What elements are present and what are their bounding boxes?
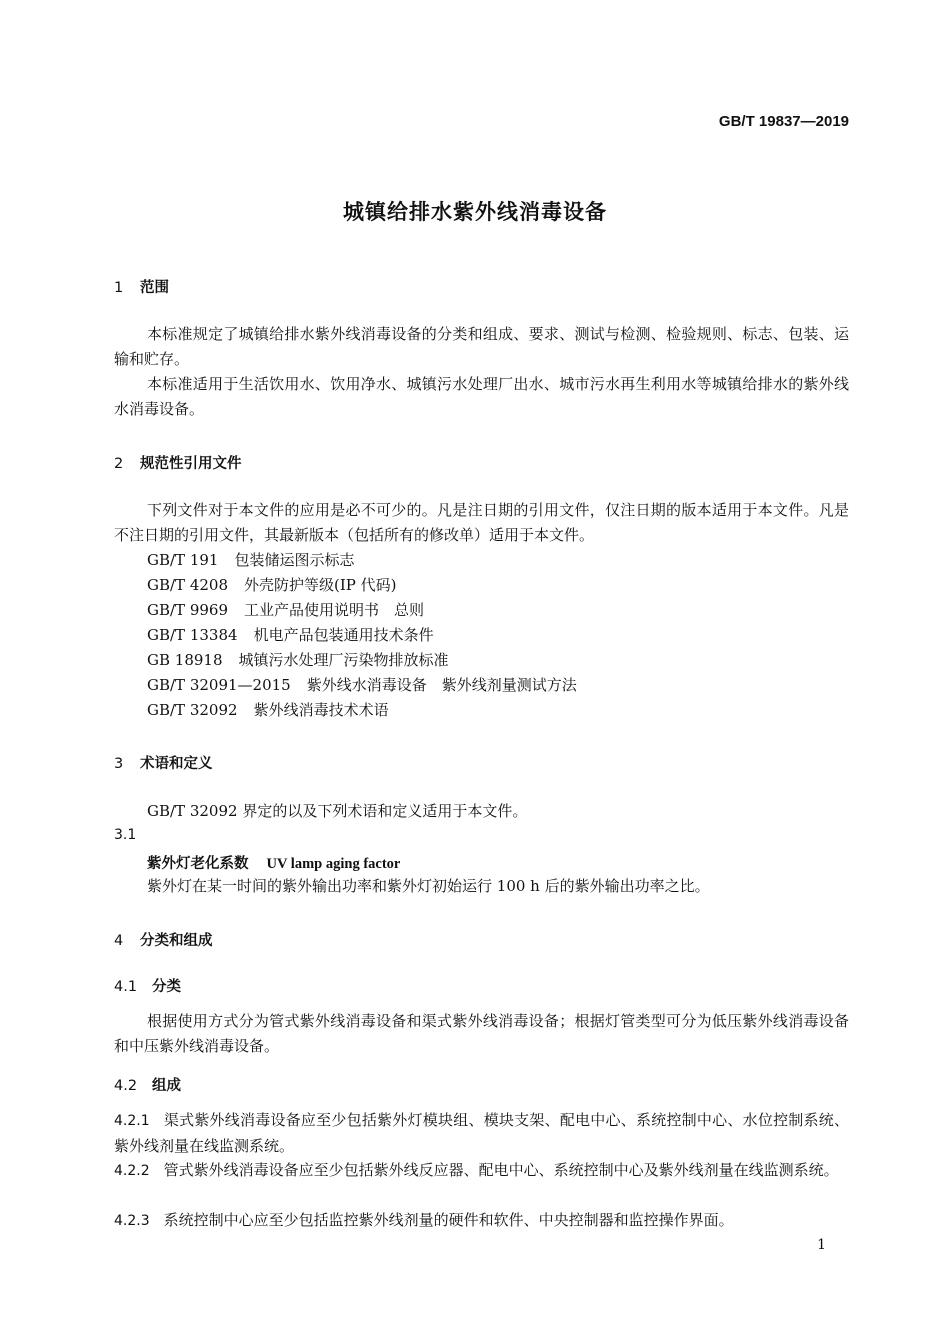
section-number: 2 <box>114 456 124 472</box>
section-1-heading <box>114 276 169 297</box>
reference-item <box>147 548 354 573</box>
section-number: 1 <box>114 280 124 296</box>
section-title: 术语和定义 <box>140 756 213 772</box>
section-2-heading <box>114 452 242 473</box>
term-name-english: UV lamp aging factor <box>266 856 401 872</box>
reference-code: GB/T 32092 <box>147 701 238 719</box>
reference-item <box>147 648 449 673</box>
terms-intro: GB/T 32092 界定的以及下列术语和定义适用于本文件。 <box>147 802 528 820</box>
term-name <box>147 852 400 873</box>
reference-code: GB/T 4208 <box>147 576 229 594</box>
section-number: 4 <box>114 933 124 949</box>
section-3-heading <box>114 752 213 773</box>
subsection-title: 分类 <box>152 979 181 995</box>
reference-title: 紫外线水消毒设备 紫外线剂量测试方法 <box>306 676 577 694</box>
clause-4-2-1 <box>114 1108 849 1159</box>
clause-number: 4.2.1 <box>114 1113 150 1129</box>
clause-number: 4.2.2 <box>114 1163 150 1179</box>
document-title: 城镇给排水紫外线消毒设备 <box>343 200 607 224</box>
subsection-title: 组成 <box>152 1078 181 1094</box>
subsection-4-2-heading <box>114 1074 181 1095</box>
clause-text: 管式紫外线消毒设备应至少包括紫外线反应器、配电中心、系统控制中心及紫外线剂量在线监测系统。 <box>163 1161 839 1179</box>
reference-title: 紫外线消毒技术术语 <box>253 701 389 719</box>
reference-item <box>147 673 577 698</box>
clause-4-2-3 <box>114 1208 849 1234</box>
reference-title: 城镇污水处理厂污染物排放标准 <box>238 651 449 669</box>
subsection-4-1-heading <box>114 975 181 996</box>
scope-paragraph-2: 本标准适用于生活饮用水、饮用净水、城镇污水处理厂出水、城市污水再生利用水等城镇给排水的紫外线水消毒设备。 <box>114 375 849 418</box>
reference-code: GB/T 32091—2015 <box>147 676 291 694</box>
clause-text: 渠式紫外线消毒设备应至少包括紫外灯模块组、模块支架、配电中心、系统控制中心、水位控制系统、紫外线剂量在线监测系统。 <box>114 1111 849 1155</box>
reference-title: 包装储运图示标志 <box>234 551 355 569</box>
reference-title: 外壳防护等级(IP 代码) <box>244 576 397 594</box>
section-title: 分类和组成 <box>140 933 213 949</box>
term-definition: 紫外灯在某一时间的紫外输出功率和紫外灯初始运行 100 h 后的紫外输出功率之比。 <box>147 877 710 895</box>
section-title: 规范性引用文件 <box>140 456 242 472</box>
clause-number: 4.2.3 <box>114 1213 150 1229</box>
references-intro: 下列文件对于本文件的应用是必不可少的。凡是注日期的引用文件，仅注日期的版本适用于本文件。凡是不注日期的引用文件，其最新版本（包括所有的修改单）适用于本文件。 <box>114 501 849 544</box>
page-number: 1 <box>817 1237 826 1253</box>
reference-item <box>147 698 389 723</box>
clause-text: 系统控制中心应至少包括监控紫外线剂量的硬件和软件、中央控制器和监控操作界面。 <box>163 1211 734 1229</box>
reference-title: 机电产品包装通用技术条件 <box>253 626 434 644</box>
section-title: 范围 <box>140 280 169 296</box>
reference-item <box>147 573 397 598</box>
subsection-number: 4.2 <box>114 1078 138 1094</box>
reference-code: GB/T 9969 <box>147 601 229 619</box>
reference-item <box>147 623 434 648</box>
clause-4-2-2 <box>114 1158 849 1184</box>
standard-code: GB/T 19837—2019 <box>718 113 849 130</box>
section-4-heading <box>114 929 213 950</box>
scope-paragraph-1: 本标准规定了城镇给排水紫外线消毒设备的分类和组成、要求、测试与检测、检验规则、标志、包装、运输和贮存。 <box>114 325 849 368</box>
reference-code: GB/T 13384 <box>147 626 238 644</box>
subsection-number: 4.1 <box>114 979 138 995</box>
term-name-chinese: 紫外灯老化系数 <box>147 856 249 872</box>
reference-item <box>147 598 424 623</box>
section-number: 3 <box>114 756 124 772</box>
reference-code: GB 18918 <box>147 651 223 669</box>
reference-title: 工业产品使用说明书 总则 <box>244 601 425 619</box>
classification-paragraph: 根据使用方式分为管式紫外线消毒设备和渠式紫外线消毒设备；根据灯管类型可分为低压紫外线消毒设备和中压紫外线消毒设备。 <box>114 1012 849 1055</box>
reference-code: GB/T 191 <box>147 551 219 569</box>
term-number: 3.1 <box>114 827 137 843</box>
